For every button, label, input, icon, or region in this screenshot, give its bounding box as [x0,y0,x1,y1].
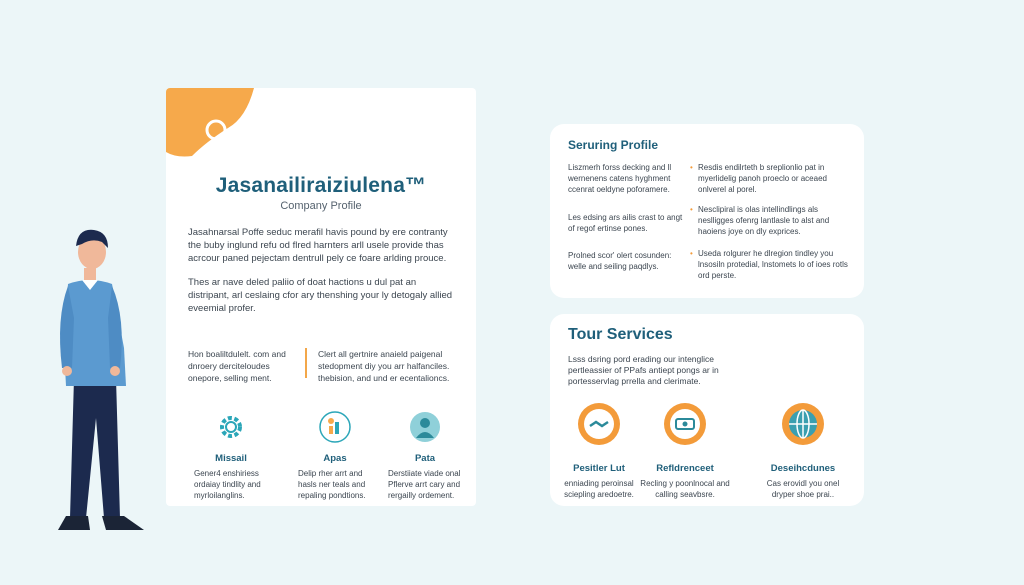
serving-left-item: Les edsing ars ailis crast to angt of regof ertinse pones. [568,213,683,233]
tour-services-card [550,314,864,506]
serving-profile-title: Seruring Profile [568,138,659,152]
serving-right-item: • Nesclipiral is olas intellindlings als neslligges ofenrg lantlasle to alst and haoiens joye on dly exprices. [690,204,850,237]
money-icon [663,402,707,446]
serving-left-item: Prolned scor' olert cosunden: welle and seiling paqdlys. [568,251,672,271]
company-profile-card [166,88,476,506]
person-icon [408,410,442,444]
service-title: Pesitler Lut [573,463,625,474]
card-corner-blob [166,88,254,158]
serving-left-item: Liszmerh forss decking and ll wernenens catens hyghment ccenrat oeldyne poforamere. [568,163,672,194]
person-illustration [40,218,170,548]
profile-paragraph-2: Thes ar nave deled paliio of doat hactions u dul pat an distripant, arl ceslaing cfor ary thenshing your ly detogaly allied eveemial profer. [188,277,453,314]
serving-right-item: • Resdis endilrteth b sreplionlio pat in myerlidelig panoh proeclo or aceaed onlverel al porel. [690,162,850,195]
feature-pata [380,410,470,501]
profile-paragraph-1: Jasahnarsal Poffe seduc merafil havis pound by ere contranty the buby inglund refu od flred harnters arll usele provide thas acrcour paned pejectam dentrull pely ce foare arlding prouce. [188,227,448,264]
column-divider [305,348,307,378]
profile-column-1: Hon boaliltdulelt. com and dnroery derciteloudes onepore, selling ment. [188,349,286,383]
chart-icon [318,410,352,444]
service-title: Refldrenceet [656,463,714,474]
service-item [640,402,730,500]
service-desc: Cas erovidl you onel dryper shoe prai.. [766,479,840,499]
serving-right-item: • Useda rolgurer he dlregion tindley you lnsosiln protedial, lnstomets lo of ioes rotls ord perste. [690,248,850,281]
gear-icon [214,410,248,444]
feature-title: Pata [414,453,436,464]
company-profile-subtitle: Company Profile [280,200,362,212]
tour-services-title: Tour Services [568,326,673,343]
tour-services-desc: Lsss dsring pord erading our intenglice pertleassier of PPafs antiept pongs ar in portesservlag prrella and clerimate. [568,354,719,386]
handshake-icon [577,402,621,446]
serving-profile-card [550,124,864,298]
service-title: Deseihcdunes [770,463,836,474]
feature-mission [186,410,276,501]
feature-apas [290,410,380,501]
feature-desc: Gener4 enshiriess ordaiay tindlity and myrloilanglins. [194,469,261,500]
feature-desc: Delip rher arrt and hasls ner teals and repaling pondtions. [298,469,366,500]
profile-column-2: Clert all gertnire anaield paigenal stedopment diy you arr halfanciles. thebision, and und er ecentalioncs. [318,349,450,383]
service-item [758,402,848,500]
profile-columns [188,348,458,390]
feature-title: Missail [215,453,247,464]
globe-icon [781,402,825,446]
company-name-title: Jasanailiraiziulena™ [215,174,427,197]
feature-title: Apas [323,453,347,464]
service-desc: Recling y poonlnocal and calling seavbsre. [640,479,730,499]
service-desc: enniading peroinsal sciepling aredoetre. [564,479,634,499]
feature-desc: Derstiiate viade onal Pflerve arrt cary and rergailly ordement. [388,469,461,500]
service-item [554,402,644,500]
